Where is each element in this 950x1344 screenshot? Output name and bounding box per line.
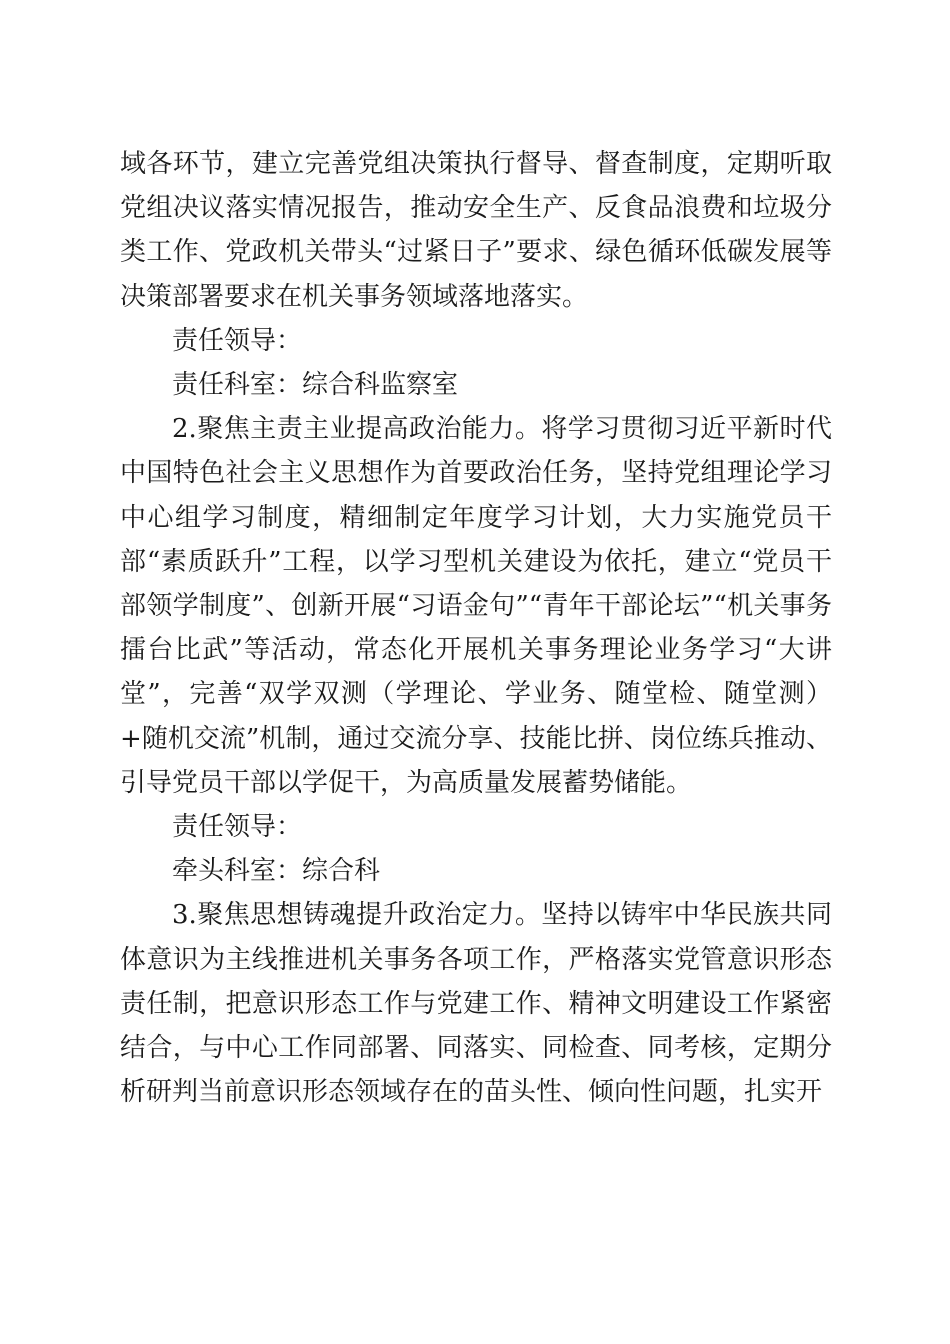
responsible-office-line: 责任科室：综合科监察室 bbox=[172, 370, 459, 401]
responsible-leader-line: 责任领导： bbox=[172, 325, 303, 356]
section-3-paragraph: 3.聚焦思想铸魂提升政治定力。坚持以铸牢中华民族共同体意识为主线推进机关事务各项工作，严格落实党管意识形态责任制，把意识形态工作与党建工作、精神文明建设工作紧密结合，与中心工作同部署、同落实、同检查、同考核，定期分析研判当前意识形态领域存在的苗头性、倾向性问题，扎实开 bbox=[120, 900, 832, 1108]
responsible-leader-line: 责任领导： bbox=[172, 812, 303, 843]
document-body bbox=[120, 142, 832, 1114]
section-2-paragraph: 2.聚焦主责主业提高政治能力。将学习贯彻习近平新时代中国特色社会主义思想作为首要政治任务，坚持党组理论学习中心组学习制度，精细制定年度学习计划，大力实施党员干部“素质跃升”工程，以学习型机关建设为依托，建立“党员干部领学制度”、创新开展“习语金句”“青年干部论坛”“机关事务擂台比武”等活动，常态化开展机关事务理论业务学习“大讲堂”，完善“双学双测（学理论、学业务、随堂检、随堂测）+随机交流”机制，通过交流分享、技能比拼、岗位练兵推动、引导党员干部以学促干，为高质量发展蓄势储能。 bbox=[120, 414, 832, 798]
lead-office-line: 牵头科室：综合科 bbox=[172, 856, 381, 887]
body-paragraph: 域各环节，建立完善党组决策执行督导、督查制度，定期听取党组决议落实情况报告，推动安全生产、反食品浪费和垃圾分类工作、党政机关带头“过紧日子”要求、绿色循环低碳发展等决策部署要求在机关事务领域落地落实。 bbox=[120, 149, 832, 312]
